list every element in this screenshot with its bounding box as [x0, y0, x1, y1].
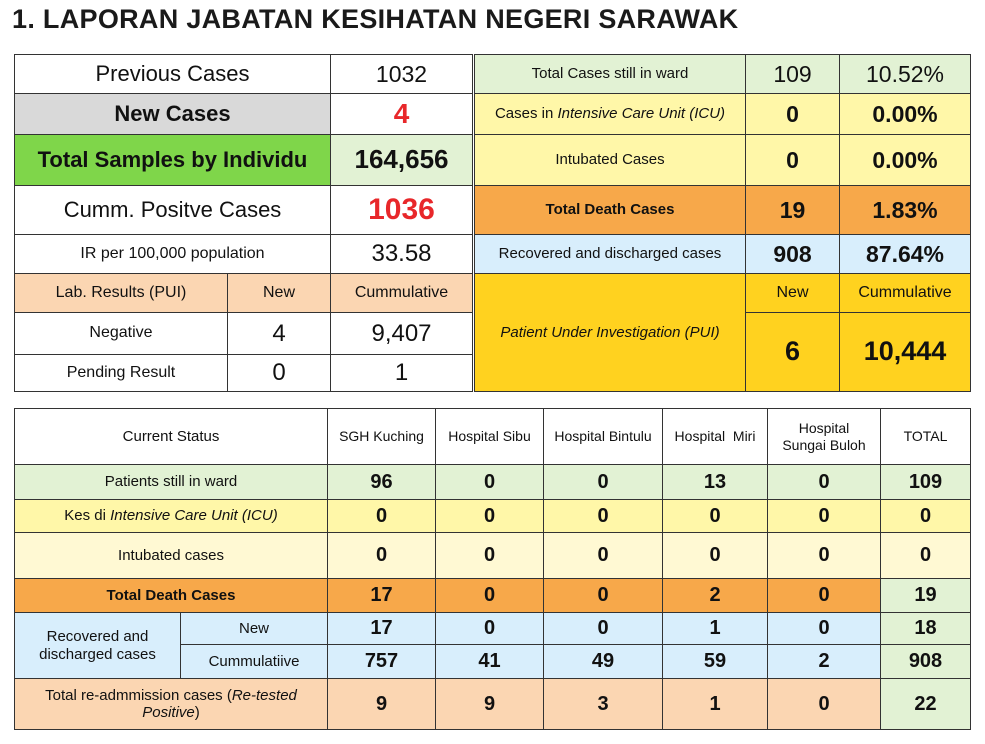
intubated-status-pct: 0.00% [839, 134, 971, 186]
row-death-cell: 17 [327, 578, 436, 613]
row-death-cell: 0 [767, 578, 881, 613]
row-ward-cell: 96 [327, 464, 436, 500]
row-recovered-cumm-label: Cummulatiive [180, 644, 328, 679]
row-icu-label-pre: Kes di [64, 507, 111, 525]
pui-label: Patient Under Investigation (PUI) [474, 273, 746, 392]
header-hospital-bintulu: Hospital Bintulu [543, 408, 663, 465]
row-readmission-label-italic: Re-tested Positive [142, 686, 297, 721]
row-recovered-cumm-cell: 41 [435, 644, 544, 679]
ir-label: IR per 100,000 population [14, 234, 331, 274]
row-intubated-cell: 0 [662, 532, 768, 579]
recovered-status-label: Recovered and discharged cases [474, 234, 746, 274]
cumm-positive-label: Cumm. Positve Cases [14, 185, 331, 235]
report-title: 1. LAPORAN JABATAN KESIHATAN NEGERI SARAWAK [12, 4, 739, 34]
row-intubated-cell: 0 [435, 532, 544, 579]
row-ward-cell: 0 [767, 464, 881, 500]
intubated-status-label: Intubated Cases [474, 134, 746, 186]
row-death-cell: 0 [543, 578, 663, 613]
row-icu-label-italic: Intensive Care Unit (ICU) [110, 507, 278, 525]
icu-status-label [474, 93, 746, 135]
lab-cumm-header: Cummulative [330, 273, 473, 313]
new-cases-value: 4 [330, 93, 473, 135]
recovered-status-pct: 87.64% [839, 234, 971, 274]
row-recovered-cumm-total: 908 [880, 644, 971, 679]
recovered-status-count: 908 [745, 234, 840, 274]
row-readmission-cell: 3 [543, 678, 663, 730]
row-recovered-new-cell: 0 [767, 612, 881, 645]
ward-status-pct: 10.52% [839, 54, 971, 94]
row-ward-total: 109 [880, 464, 971, 500]
row-ward-cell: 0 [435, 464, 544, 500]
lab-results-header: Lab. Results (PUI) [14, 273, 228, 313]
intubated-status-count: 0 [745, 134, 840, 186]
row-icu-total: 0 [880, 499, 971, 533]
current-status-header: Current Status [14, 408, 328, 465]
row-icu-label [14, 499, 328, 533]
row-readmission-cell: 0 [767, 678, 881, 730]
total-samples-value: 164,656 [330, 134, 473, 186]
row-death-label: Total Death Cases [14, 578, 328, 613]
row-recovered-new-cell: 17 [327, 612, 436, 645]
header-hospital-miri: Hospital Miri [662, 408, 768, 465]
ward-status-label: Total Cases still in ward [474, 54, 746, 94]
row-recovered-group-label: Recovered and discharged cases [14, 612, 181, 679]
row-ward-cell: 13 [662, 464, 768, 500]
row-intubated-cell: 0 [327, 532, 436, 579]
cumm-positive-value: 1036 [330, 185, 473, 235]
row-recovered-new-cell: 0 [435, 612, 544, 645]
header-sgh-kuching: SGH Kuching [327, 408, 436, 465]
row-readmission-label-pre: Total re-admmission cases ( [45, 686, 232, 704]
negative-cumm: 9,407 [330, 312, 473, 355]
row-recovered-new-cell: 1 [662, 612, 768, 645]
header-hospital-sungai-buloh: Hospital Sungai Buloh [767, 408, 881, 465]
row-icu-cell: 0 [435, 499, 544, 533]
total-samples-label: Total Samples by Individu [14, 134, 331, 186]
row-ward-cell: 0 [543, 464, 663, 500]
row-readmission-label-text [27, 687, 315, 722]
death-status-pct: 1.83% [839, 185, 971, 235]
row-recovered-new-cell: 0 [543, 612, 663, 645]
row-intubated-cell: 0 [543, 532, 663, 579]
row-recovered-new-label: New [180, 612, 328, 645]
row-icu-cell: 0 [543, 499, 663, 533]
ward-status-count: 109 [745, 54, 840, 94]
pui-cumm-header: Cummulative [839, 273, 971, 313]
row-icu-cell: 0 [767, 499, 881, 533]
icu-status-count: 0 [745, 93, 840, 135]
negative-label: Negative [14, 312, 228, 355]
row-icu-cell: 0 [662, 499, 768, 533]
row-readmission-cell: 9 [327, 678, 436, 730]
row-readmission-label-post: ) [194, 704, 200, 721]
pending-label: Pending Result [14, 354, 228, 392]
death-status-label: Total Death Cases [474, 185, 746, 235]
row-death-cell: 0 [435, 578, 544, 613]
row-death-cell: 2 [662, 578, 768, 613]
lab-new-header: New [227, 273, 331, 313]
icu-status-label-pre: Cases in [494, 105, 558, 123]
ir-value: 33.58 [330, 234, 473, 274]
previous-cases-value: 1032 [330, 54, 473, 94]
header-hospital-sibu: Hospital Sibu [435, 408, 544, 465]
row-intubated-total: 0 [880, 532, 971, 579]
row-intubated-label: Intubated cases [14, 532, 328, 579]
pui-new-header: New [745, 273, 840, 313]
row-recovered-cumm-cell: 49 [543, 644, 663, 679]
row-readmission-cell: 9 [435, 678, 544, 730]
row-intubated-cell: 0 [767, 532, 881, 579]
row-death-total: 19 [880, 578, 971, 613]
row-readmission-cell: 1 [662, 678, 768, 730]
header-total: TOTAL [880, 408, 971, 465]
row-readmission-total: 22 [880, 678, 971, 730]
pui-new-value: 6 [745, 312, 840, 392]
pending-cumm: 1 [330, 354, 473, 392]
icu-status-pct: 0.00% [839, 93, 971, 135]
row-recovered-cumm-cell: 2 [767, 644, 881, 679]
pending-new: 0 [227, 354, 331, 392]
row-icu-cell: 0 [327, 499, 436, 533]
row-recovered-cumm-cell: 757 [327, 644, 436, 679]
row-recovered-new-total: 18 [880, 612, 971, 645]
row-recovered-cumm-cell: 59 [662, 644, 768, 679]
negative-new: 4 [227, 312, 331, 355]
previous-cases-label: Previous Cases [14, 54, 331, 94]
icu-status-label-italic: Intensive Care Unit (ICU) [557, 105, 726, 123]
death-status-count: 19 [745, 185, 840, 235]
row-ward-label: Patients still in ward [14, 464, 328, 500]
new-cases-label: New Cases [14, 93, 331, 135]
row-readmission-label [14, 678, 328, 730]
pui-cumm-value: 10,444 [839, 312, 971, 392]
